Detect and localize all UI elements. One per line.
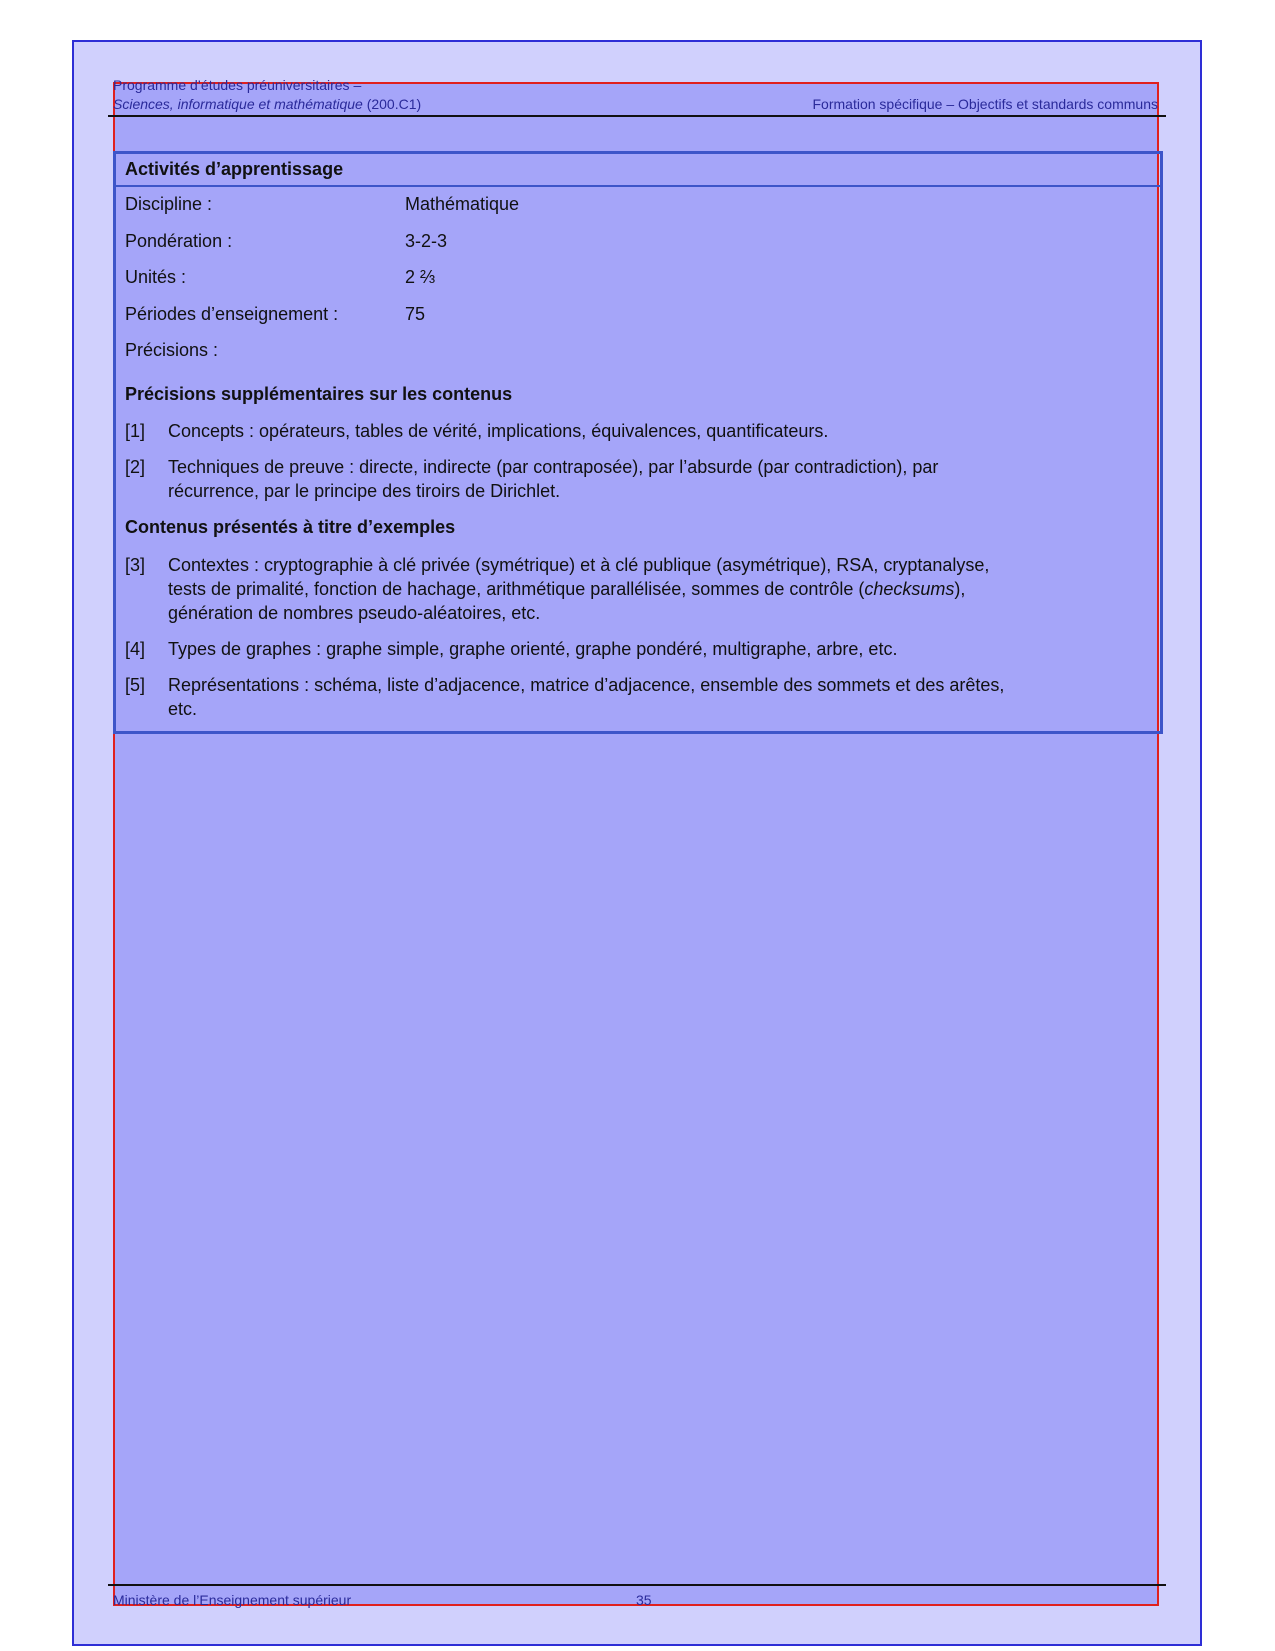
header-program: Programme d’études préuniversitaires – xyxy=(113,77,362,93)
note-line xyxy=(168,577,1158,601)
note-line: Concepts : opérateurs, tables de vérité, implications, équivalences, quantificateurs. xyxy=(168,421,829,441)
note-line: Contextes : cryptographie à clé privée (symétrique) et à clé publique (asymétrique), RSA, cryptanalyse, xyxy=(168,555,990,575)
field-value-ponderation: 3-2-3 xyxy=(405,231,448,251)
note-line: Techniques de preuve : directe, indirecte (par contraposée), par l’absurde (par contradiction), par xyxy=(168,457,939,477)
note-text xyxy=(168,455,1158,503)
header-rule xyxy=(108,115,1166,117)
note-number: [3] xyxy=(125,555,146,575)
section-title-exemples: Contenus présentés à titre d’exemples xyxy=(125,517,456,537)
field-value-periodes: 75 xyxy=(405,304,426,324)
note-text xyxy=(168,419,1158,443)
header-section: Formation spécifique – Objectifs et standards communs xyxy=(812,96,1158,112)
header-program-name xyxy=(113,96,421,112)
field-label-ponderation: Pondération : xyxy=(125,231,233,251)
note-text xyxy=(168,553,1158,625)
note-line: génération de nombres pseudo-aléatoires, etc. xyxy=(168,603,541,623)
field-value-discipline: Mathématique xyxy=(405,194,520,214)
section-title-precisions: Précisions supplémentaires sur les contenus xyxy=(125,384,513,404)
field-label-periodes: Périodes d’enseignement : xyxy=(125,304,339,324)
note-number: [2] xyxy=(125,457,146,477)
note-line-italic: checksums xyxy=(864,579,955,599)
note-number: [5] xyxy=(125,675,146,695)
note-line: etc. xyxy=(168,699,198,719)
footer-ministry: Ministère de l’Enseignement supérieur xyxy=(113,1592,352,1608)
field-label-discipline: Discipline : xyxy=(125,194,213,214)
note-text xyxy=(168,673,1158,721)
box-title-separator xyxy=(113,185,1163,187)
page-number: 35 xyxy=(636,1592,652,1608)
field-label-precisions: Précisions : xyxy=(125,340,219,360)
note-number: [1] xyxy=(125,421,146,441)
note-line-part: tests de primalité, fonction de hachage, arithmétique parallélisée, sommes de contrôle ( xyxy=(168,579,865,599)
note-line: Représentations : schéma, liste d’adjacence, matrice d’adjacence, ensemble des sommets et des arêtes, xyxy=(168,675,1005,695)
field-value-unites: 2 ⅔ xyxy=(405,267,436,287)
note-number: [4] xyxy=(125,639,146,659)
header-program-title: Sciences, informatique et mathématique xyxy=(113,96,363,112)
note-line: récurrence, par le principe des tiroirs de Dirichlet. xyxy=(168,481,561,501)
footer-rule xyxy=(108,1584,1166,1586)
note-line-part: ), xyxy=(954,579,966,599)
note-text xyxy=(168,637,1158,661)
field-label-unites: Unités : xyxy=(125,267,187,287)
note-line: Types de graphes : graphe simple, graphe orienté, graphe pondéré, multigraphe, arbre, etc. xyxy=(168,639,898,659)
header-program-code: (200.C1) xyxy=(362,96,422,112)
box-title: Activités d’apprentissage xyxy=(125,159,344,179)
